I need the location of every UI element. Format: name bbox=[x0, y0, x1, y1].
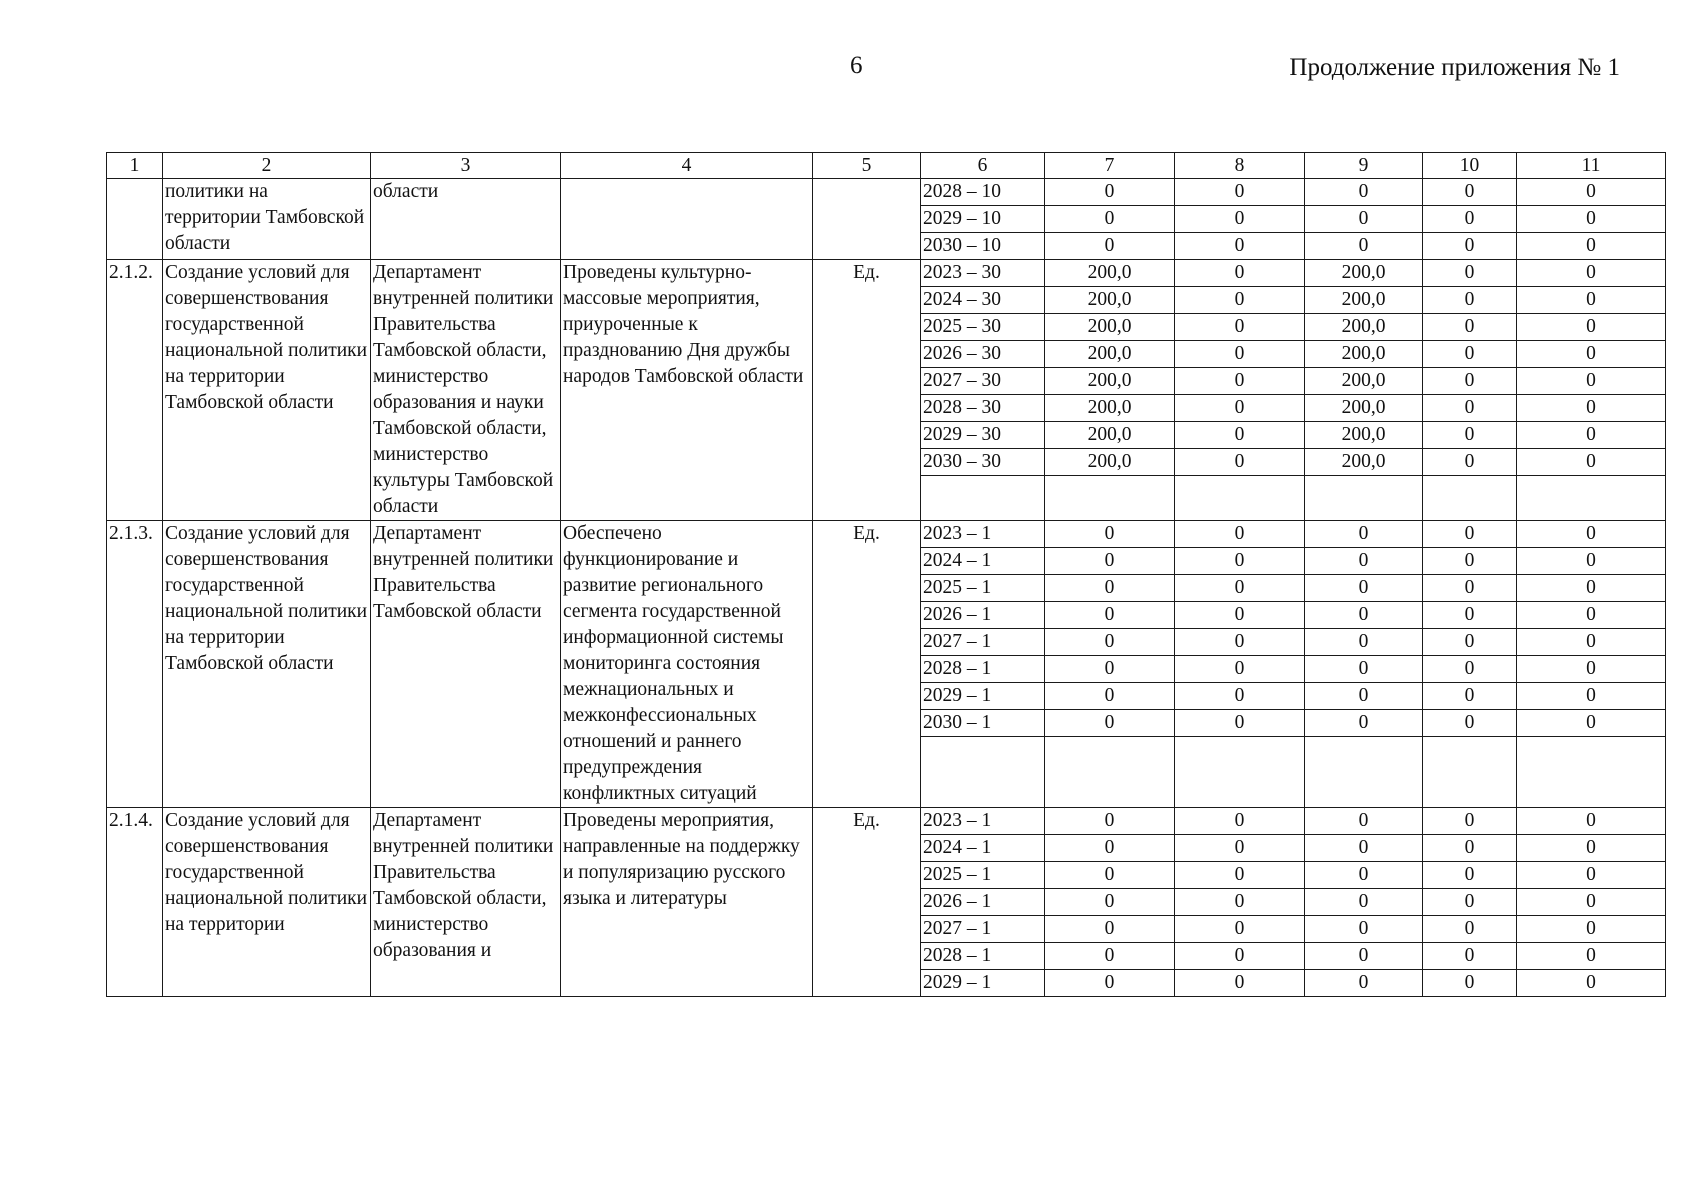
year-cell: 2029 – 30 bbox=[921, 422, 1045, 449]
col10-value: 0 bbox=[1423, 287, 1517, 314]
col10-value: 0 bbox=[1423, 629, 1517, 656]
column-number: 11 bbox=[1517, 153, 1666, 179]
empty-cell bbox=[921, 737, 1045, 808]
col11-value: 0 bbox=[1517, 548, 1666, 575]
col10-value: 0 bbox=[1423, 260, 1517, 287]
col9-value: 0 bbox=[1305, 629, 1423, 656]
empty-cell bbox=[1423, 737, 1517, 808]
col8-value: 0 bbox=[1175, 575, 1305, 602]
col7-value: 0 bbox=[1045, 548, 1175, 575]
col11-value: 0 bbox=[1517, 862, 1666, 889]
column-number: 8 bbox=[1175, 153, 1305, 179]
col8-value: 0 bbox=[1175, 341, 1305, 368]
col8-value: 0 bbox=[1175, 916, 1305, 943]
col7-value: 0 bbox=[1045, 835, 1175, 862]
col11-value: 0 bbox=[1517, 575, 1666, 602]
table-row bbox=[107, 808, 1666, 835]
col11-value: 0 bbox=[1517, 341, 1666, 368]
col11-value: 0 bbox=[1517, 368, 1666, 395]
col8-value: 0 bbox=[1175, 656, 1305, 683]
year-cell: 2030 – 10 bbox=[921, 233, 1045, 260]
col11-value: 0 bbox=[1517, 943, 1666, 970]
program-table bbox=[106, 152, 1666, 997]
year-cell: 2027 – 1 bbox=[921, 916, 1045, 943]
col7-value: 200,0 bbox=[1045, 314, 1175, 341]
col11-value: 0 bbox=[1517, 656, 1666, 683]
col9-value: 0 bbox=[1305, 943, 1423, 970]
col7-value: 0 bbox=[1045, 629, 1175, 656]
col8-value: 0 bbox=[1175, 862, 1305, 889]
measure-number bbox=[107, 179, 163, 260]
responsible-executor: Департамент внутренней политики Правительства Тамбовской области, министерство образования и bbox=[371, 808, 561, 997]
col7-value: 0 bbox=[1045, 233, 1175, 260]
empty-cell bbox=[1045, 476, 1175, 521]
col9-value: 0 bbox=[1305, 808, 1423, 835]
col8-value: 0 bbox=[1175, 260, 1305, 287]
col7-value: 0 bbox=[1045, 206, 1175, 233]
measure-number: 2.1.3. bbox=[107, 521, 163, 808]
col8-value: 0 bbox=[1175, 602, 1305, 629]
year-cell: 2026 – 30 bbox=[921, 341, 1045, 368]
col10-value: 0 bbox=[1423, 835, 1517, 862]
col7-value: 200,0 bbox=[1045, 287, 1175, 314]
col10-value: 0 bbox=[1423, 808, 1517, 835]
col8-value: 0 bbox=[1175, 287, 1305, 314]
empty-cell bbox=[921, 476, 1045, 521]
col8-value: 0 bbox=[1175, 943, 1305, 970]
col11-value: 0 bbox=[1517, 683, 1666, 710]
col10-value: 0 bbox=[1423, 206, 1517, 233]
col9-value: 0 bbox=[1305, 683, 1423, 710]
col11-value: 0 bbox=[1517, 395, 1666, 422]
col8-value: 0 bbox=[1175, 206, 1305, 233]
col8-value: 0 bbox=[1175, 548, 1305, 575]
year-cell: 2030 – 30 bbox=[921, 449, 1045, 476]
col9-value: 0 bbox=[1305, 602, 1423, 629]
col9-value: 0 bbox=[1305, 916, 1423, 943]
responsible-executor: Департамент внутренней политики Правительства Тамбовской области, министерство образования и науки Тамбовской области, министерство культуры Тамбовской области bbox=[371, 260, 561, 521]
col9-value: 200,0 bbox=[1305, 260, 1423, 287]
col10-value: 0 bbox=[1423, 449, 1517, 476]
col7-value: 0 bbox=[1045, 862, 1175, 889]
col10-value: 0 bbox=[1423, 368, 1517, 395]
empty-cell bbox=[1045, 737, 1175, 808]
column-number: 2 bbox=[163, 153, 371, 179]
col11-value: 0 bbox=[1517, 629, 1666, 656]
col7-value: 0 bbox=[1045, 970, 1175, 997]
col7-value: 200,0 bbox=[1045, 260, 1175, 287]
col9-value: 200,0 bbox=[1305, 395, 1423, 422]
col11-value: 0 bbox=[1517, 835, 1666, 862]
col9-value: 0 bbox=[1305, 548, 1423, 575]
col7-value: 0 bbox=[1045, 683, 1175, 710]
col9-value: 0 bbox=[1305, 970, 1423, 997]
empty-cell bbox=[1175, 737, 1305, 808]
empty-cell bbox=[1517, 476, 1666, 521]
col9-value: 200,0 bbox=[1305, 422, 1423, 449]
page-caption: Продолжение приложения № 1 bbox=[1289, 54, 1620, 81]
empty-cell bbox=[1423, 476, 1517, 521]
year-cell: 2024 – 1 bbox=[921, 548, 1045, 575]
col8-value: 0 bbox=[1175, 629, 1305, 656]
col11-value: 0 bbox=[1517, 179, 1666, 206]
measure-number: 2.1.2. bbox=[107, 260, 163, 521]
unit-of-measure bbox=[813, 179, 921, 260]
col8-value: 0 bbox=[1175, 835, 1305, 862]
col10-value: 0 bbox=[1423, 548, 1517, 575]
col11-value: 0 bbox=[1517, 889, 1666, 916]
col7-value: 0 bbox=[1045, 521, 1175, 548]
col11-value: 0 bbox=[1517, 314, 1666, 341]
year-cell: 2023 – 1 bbox=[921, 808, 1045, 835]
col9-value: 0 bbox=[1305, 521, 1423, 548]
col7-value: 0 bbox=[1045, 602, 1175, 629]
col8-value: 0 bbox=[1175, 683, 1305, 710]
col10-value: 0 bbox=[1423, 970, 1517, 997]
col10-value: 0 bbox=[1423, 179, 1517, 206]
col8-value: 0 bbox=[1175, 970, 1305, 997]
empty-cell bbox=[1305, 476, 1423, 521]
table-body bbox=[107, 179, 1666, 997]
col10-value: 0 bbox=[1423, 395, 1517, 422]
responsible-executor: Департамент внутренней политики Правительства Тамбовской области bbox=[371, 521, 561, 808]
year-cell: 2027 – 1 bbox=[921, 629, 1045, 656]
col9-value: 0 bbox=[1305, 206, 1423, 233]
unit-of-measure: Ед. bbox=[813, 260, 921, 521]
measure-name: политики на территории Тамбовской области bbox=[163, 179, 371, 260]
col11-value: 0 bbox=[1517, 521, 1666, 548]
col10-value: 0 bbox=[1423, 710, 1517, 737]
col11-value: 0 bbox=[1517, 233, 1666, 260]
col7-value: 0 bbox=[1045, 179, 1175, 206]
col9-value: 0 bbox=[1305, 862, 1423, 889]
year-cell: 2028 – 10 bbox=[921, 179, 1045, 206]
column-number: 9 bbox=[1305, 153, 1423, 179]
col8-value: 0 bbox=[1175, 710, 1305, 737]
col9-value: 200,0 bbox=[1305, 449, 1423, 476]
col11-value: 0 bbox=[1517, 206, 1666, 233]
table-row bbox=[107, 521, 1666, 548]
year-cell: 2027 – 30 bbox=[921, 368, 1045, 395]
col8-value: 0 bbox=[1175, 233, 1305, 260]
col7-value: 200,0 bbox=[1045, 449, 1175, 476]
col10-value: 0 bbox=[1423, 314, 1517, 341]
col9-value: 200,0 bbox=[1305, 368, 1423, 395]
year-cell: 2025 – 30 bbox=[921, 314, 1045, 341]
col9-value: 0 bbox=[1305, 710, 1423, 737]
table-row bbox=[107, 260, 1666, 287]
col10-value: 0 bbox=[1423, 916, 1517, 943]
col10-value: 0 bbox=[1423, 683, 1517, 710]
year-cell: 2026 – 1 bbox=[921, 602, 1045, 629]
column-number: 5 bbox=[813, 153, 921, 179]
col11-value: 0 bbox=[1517, 602, 1666, 629]
col11-value: 0 bbox=[1517, 970, 1666, 997]
expected-result: Проведены культурно-массовые мероприятия, приуроченные к празднованию Дня дружбы народов Тамбовской области bbox=[561, 260, 813, 521]
col7-value: 0 bbox=[1045, 656, 1175, 683]
measure-name: Создание условий для совершенствования государственной национальной политики на территории bbox=[163, 808, 371, 997]
col9-value: 200,0 bbox=[1305, 314, 1423, 341]
column-number: 10 bbox=[1423, 153, 1517, 179]
expected-result bbox=[561, 179, 813, 260]
measure-name: Создание условий для совершенствования государственной национальной политики на территории Тамбовской области bbox=[163, 521, 371, 808]
year-cell: 2026 – 1 bbox=[921, 889, 1045, 916]
column-number: 4 bbox=[561, 153, 813, 179]
col10-value: 0 bbox=[1423, 889, 1517, 916]
col7-value: 0 bbox=[1045, 943, 1175, 970]
year-cell: 2023 – 30 bbox=[921, 260, 1045, 287]
year-cell: 2029 – 10 bbox=[921, 206, 1045, 233]
column-number: 7 bbox=[1045, 153, 1175, 179]
col11-value: 0 bbox=[1517, 260, 1666, 287]
col10-value: 0 bbox=[1423, 422, 1517, 449]
col11-value: 0 bbox=[1517, 916, 1666, 943]
empty-cell bbox=[1517, 737, 1666, 808]
col7-value: 0 bbox=[1045, 808, 1175, 835]
year-cell: 2029 – 1 bbox=[921, 683, 1045, 710]
unit-of-measure: Ед. bbox=[813, 521, 921, 808]
column-number: 1 bbox=[107, 153, 163, 179]
unit-of-measure: Ед. bbox=[813, 808, 921, 997]
empty-cell bbox=[1175, 476, 1305, 521]
col11-value: 0 bbox=[1517, 449, 1666, 476]
col8-value: 0 bbox=[1175, 808, 1305, 835]
col8-value: 0 bbox=[1175, 889, 1305, 916]
column-number-row bbox=[107, 153, 1666, 179]
year-cell: 2028 – 1 bbox=[921, 943, 1045, 970]
col8-value: 0 bbox=[1175, 449, 1305, 476]
col9-value: 0 bbox=[1305, 889, 1423, 916]
col8-value: 0 bbox=[1175, 395, 1305, 422]
year-cell: 2025 – 1 bbox=[921, 575, 1045, 602]
column-number: 3 bbox=[371, 153, 561, 179]
col9-value: 0 bbox=[1305, 656, 1423, 683]
expected-result: Проведены мероприятия, направленные на поддержку и популяризацию русского языка и литературы bbox=[561, 808, 813, 997]
measure-name: Создание условий для совершенствования государственной национальной политики на территории Тамбовской области bbox=[163, 260, 371, 521]
col10-value: 0 bbox=[1423, 521, 1517, 548]
col9-value: 0 bbox=[1305, 835, 1423, 862]
col11-value: 0 bbox=[1517, 808, 1666, 835]
year-cell: 2028 – 30 bbox=[921, 395, 1045, 422]
col11-value: 0 bbox=[1517, 422, 1666, 449]
col9-value: 200,0 bbox=[1305, 341, 1423, 368]
column-number: 6 bbox=[921, 153, 1045, 179]
col7-value: 200,0 bbox=[1045, 422, 1175, 449]
col8-value: 0 bbox=[1175, 521, 1305, 548]
table-row bbox=[107, 179, 1666, 206]
col8-value: 0 bbox=[1175, 314, 1305, 341]
col9-value: 0 bbox=[1305, 575, 1423, 602]
col7-value: 0 bbox=[1045, 575, 1175, 602]
measure-number: 2.1.4. bbox=[107, 808, 163, 997]
expected-result: Обеспечено функционирование и развитие регионального сегмента государственной информационной системы мониторинга состояния межнациональных и межконфессиональных отношений и раннего предупреждения конфликтных ситуаций bbox=[561, 521, 813, 808]
col9-value: 0 bbox=[1305, 179, 1423, 206]
empty-cell bbox=[1305, 737, 1423, 808]
col7-value: 0 bbox=[1045, 916, 1175, 943]
year-cell: 2024 – 1 bbox=[921, 835, 1045, 862]
year-cell: 2029 – 1 bbox=[921, 970, 1045, 997]
year-cell: 2030 – 1 bbox=[921, 710, 1045, 737]
year-cell: 2028 – 1 bbox=[921, 656, 1045, 683]
col10-value: 0 bbox=[1423, 602, 1517, 629]
col8-value: 0 bbox=[1175, 422, 1305, 449]
col11-value: 0 bbox=[1517, 287, 1666, 314]
col11-value: 0 bbox=[1517, 710, 1666, 737]
year-cell: 2023 – 1 bbox=[921, 521, 1045, 548]
page-number: 6 bbox=[850, 52, 863, 79]
col7-value: 200,0 bbox=[1045, 341, 1175, 368]
col10-value: 0 bbox=[1423, 862, 1517, 889]
year-cell: 2025 – 1 bbox=[921, 862, 1045, 889]
col8-value: 0 bbox=[1175, 368, 1305, 395]
col8-value: 0 bbox=[1175, 179, 1305, 206]
col7-value: 200,0 bbox=[1045, 395, 1175, 422]
col10-value: 0 bbox=[1423, 233, 1517, 260]
year-cell: 2024 – 30 bbox=[921, 287, 1045, 314]
col7-value: 200,0 bbox=[1045, 368, 1175, 395]
col9-value: 200,0 bbox=[1305, 287, 1423, 314]
col7-value: 0 bbox=[1045, 889, 1175, 916]
col10-value: 0 bbox=[1423, 341, 1517, 368]
col10-value: 0 bbox=[1423, 943, 1517, 970]
col10-value: 0 bbox=[1423, 575, 1517, 602]
col9-value: 0 bbox=[1305, 233, 1423, 260]
col7-value: 0 bbox=[1045, 710, 1175, 737]
responsible-executor: области bbox=[371, 179, 561, 260]
col10-value: 0 bbox=[1423, 656, 1517, 683]
